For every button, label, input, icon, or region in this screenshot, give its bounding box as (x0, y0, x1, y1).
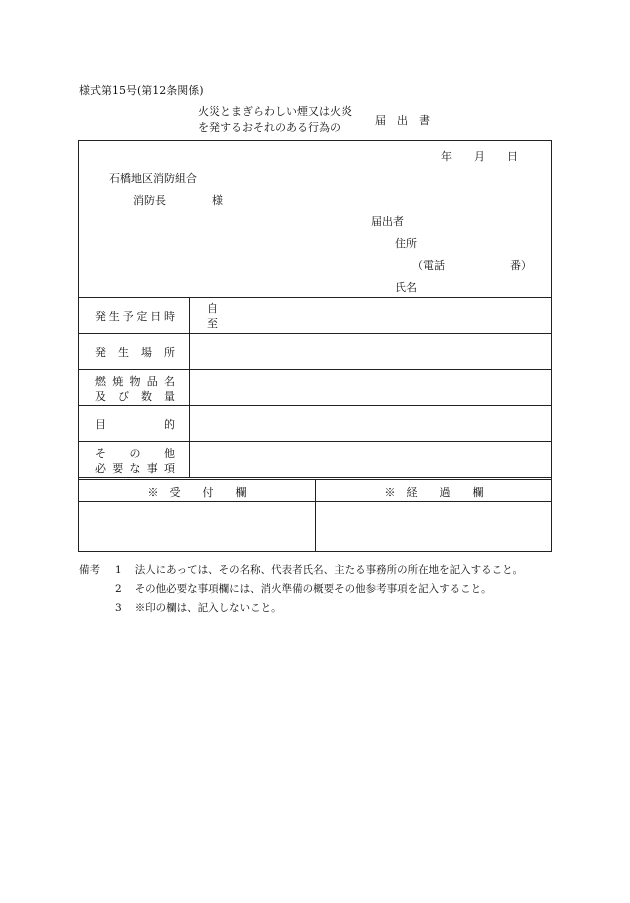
notes-heading: 備考 (79, 564, 100, 576)
document-type: 届 出 書 (375, 114, 430, 127)
note-text: その他必要な事項欄には、消火準備の概要その他参考事項を記入すること。 (134, 583, 492, 595)
phone-label: （電話 (412, 259, 445, 272)
note-text: ※印の欄は、記入しないこと。 (134, 602, 282, 614)
phone-suffix: 番） (510, 259, 532, 272)
purpose-input[interactable] (190, 406, 551, 441)
note-item (115, 562, 523, 577)
note-number: 3 (115, 602, 122, 614)
burn-items-input[interactable] (190, 370, 551, 405)
honorific: 様 (212, 194, 223, 207)
notifier-label: 届出者 (371, 215, 404, 228)
note-number: 1 (115, 564, 122, 576)
schedule-label: 発 生 予 定 日 時 (95, 310, 175, 323)
burn-items-label-line-2: 及 び 数 量 (95, 390, 175, 403)
date-field: 年 月 日 (441, 150, 518, 163)
schedule-to: 至 (207, 317, 218, 330)
name-label: 氏名 (395, 281, 417, 294)
note-item (115, 581, 492, 596)
note-number: 2 (115, 583, 122, 595)
title-line-2: を発するおそれのある行為の (198, 121, 341, 134)
place-input[interactable] (190, 334, 551, 369)
note-text: 法人にあっては、その名称、代表者氏名、主たる事務所の所在地を記入すること。 (134, 564, 524, 576)
address-label: 住所 (395, 237, 417, 250)
other-input[interactable] (190, 442, 551, 477)
form-number: 様式第15号(第12条関係) (79, 84, 204, 97)
addressee-title: 消防長 (133, 194, 166, 207)
schedule-from: 自 (207, 302, 218, 315)
place-label: 発 生 場 所 (95, 346, 175, 359)
purpose-label: 目 的 (95, 418, 175, 431)
other-label-line-2: 必 要 な 事 項 (95, 462, 175, 475)
burn-items-label-line-1: 燃 焼 物 品 名 (95, 375, 175, 388)
addressee-organization: 石橋地区消防組合 (109, 172, 197, 185)
other-label-line-1: そ の 他 (95, 447, 175, 460)
divider (78, 477, 552, 478)
note-item (115, 600, 282, 615)
progress-column-header: ※ 経 過 欄 (384, 486, 484, 499)
schedule-input[interactable] (190, 298, 551, 333)
title-line-1: 火災とまぎらわしい煙又は火炎 (198, 105, 352, 118)
reception-column-header: ※ 受 付 欄 (147, 486, 247, 499)
